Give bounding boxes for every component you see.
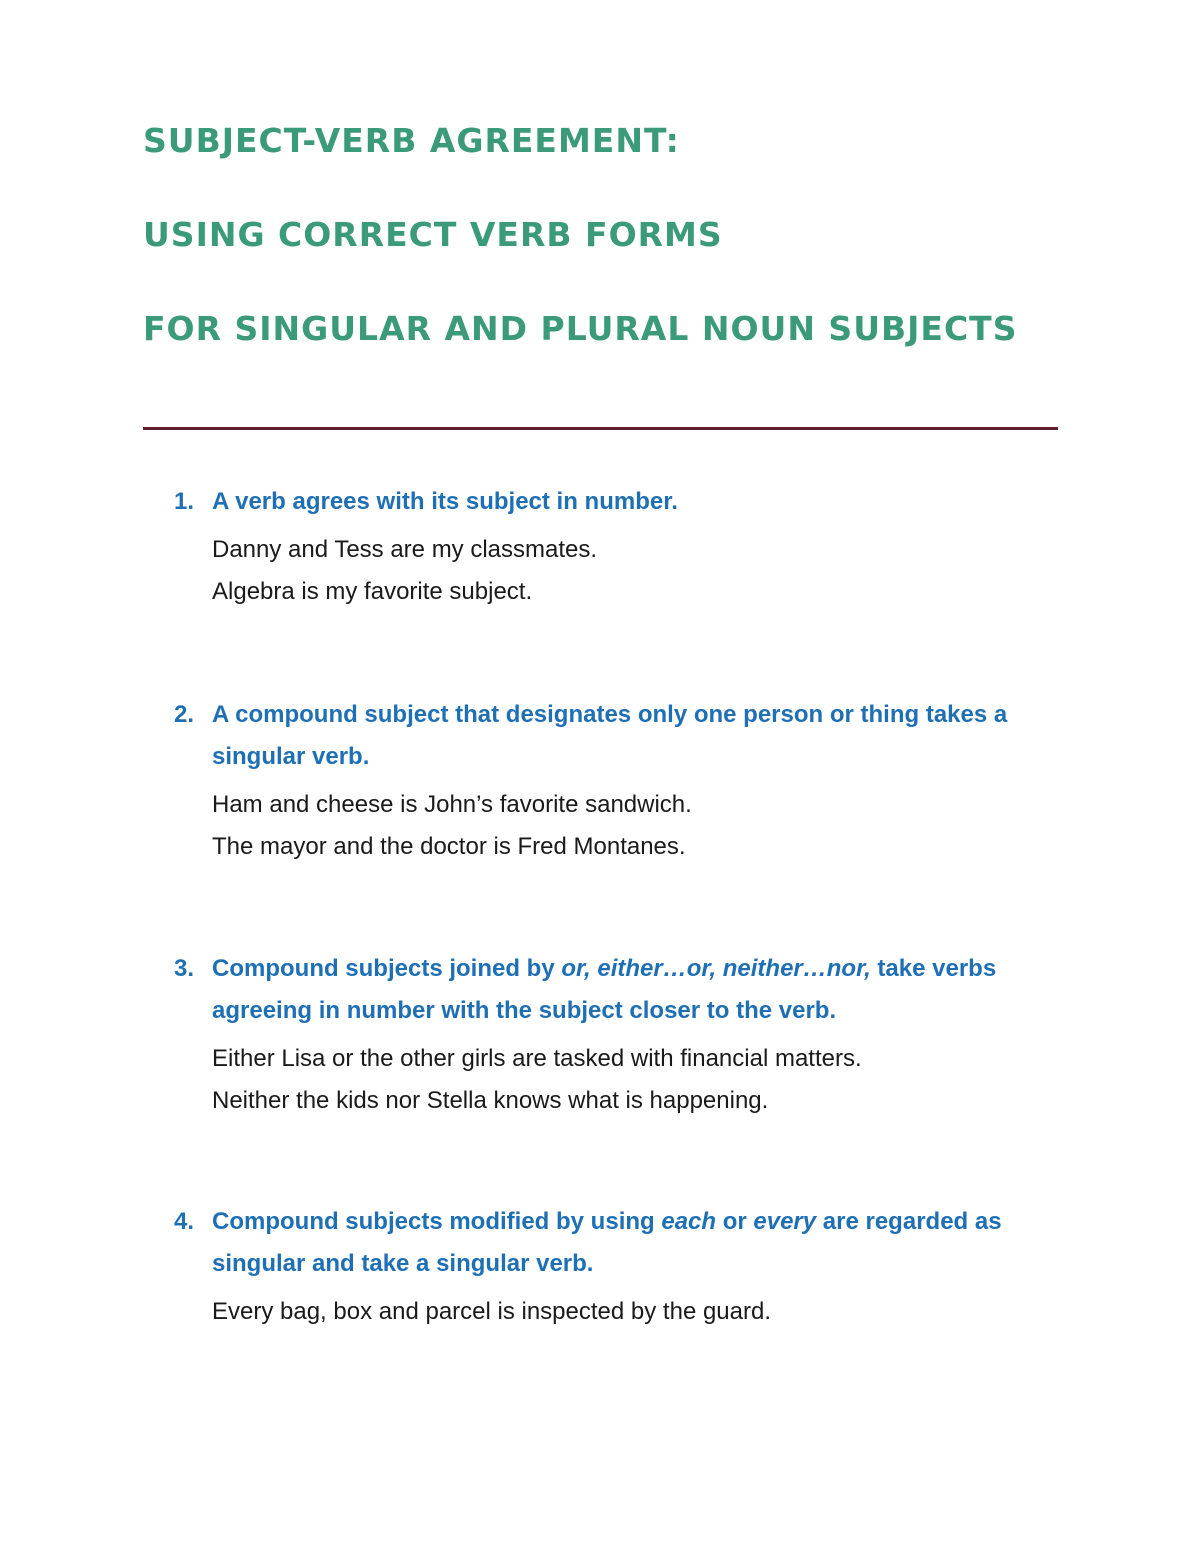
rule-number: 1.: [174, 488, 195, 515]
rule-statement: A verb agrees with its subject in number.: [212, 488, 678, 515]
example-sentence: Every bag, box and parcel is inspected by the guard.: [212, 1298, 772, 1325]
rule-number: 4.: [174, 1208, 195, 1235]
rule-statement: Compound subjects modified by using each or every are regarded as singular and take a singular verb.: [212, 1208, 1002, 1277]
heading-line-3: FOR SINGULAR AND PLURAL NOUN SUBJECTS: [143, 309, 1018, 348]
heading-divider: [143, 427, 1058, 430]
rule-item: [143, 1201, 1043, 1338]
rule-statement: A compound subject that designates only one person or thing takes a singular verb.: [212, 701, 1008, 770]
rule-number: 3.: [174, 955, 195, 982]
rule-statement: Compound subjects joined by or, either…or, neither…nor, take verbs agreeing in number with the subject closer to the verb.: [212, 955, 997, 1024]
example-sentence: Ham and cheese is John’s favorite sandwich.: [212, 791, 692, 818]
rule-italic-term: every: [753, 1208, 817, 1235]
example-sentence: The mayor and the doctor is Fred Montanes.: [212, 833, 686, 860]
heading-line-1: SUBJECT-VERB AGREEMENT:: [143, 121, 680, 160]
rule-number: 2.: [174, 701, 195, 728]
example-sentence: Either Lisa or the other girls are tasked with financial matters.: [212, 1045, 862, 1072]
rule-item: [143, 481, 1043, 618]
rule-italic-term: each: [661, 1208, 717, 1235]
example-sentence: Danny and Tess are my classmates.: [212, 536, 598, 563]
rule-item: [143, 948, 1043, 1127]
example-sentence: Neither the kids nor Stella knows what is happening.: [212, 1087, 769, 1114]
rule-item: [143, 694, 1043, 873]
heading-line-2: USING CORRECT VERB FORMS: [143, 215, 723, 254]
rule-italic-terms: or, either…or, neither…nor,: [561, 955, 871, 982]
example-sentence: Algebra is my favorite subject.: [212, 578, 533, 605]
